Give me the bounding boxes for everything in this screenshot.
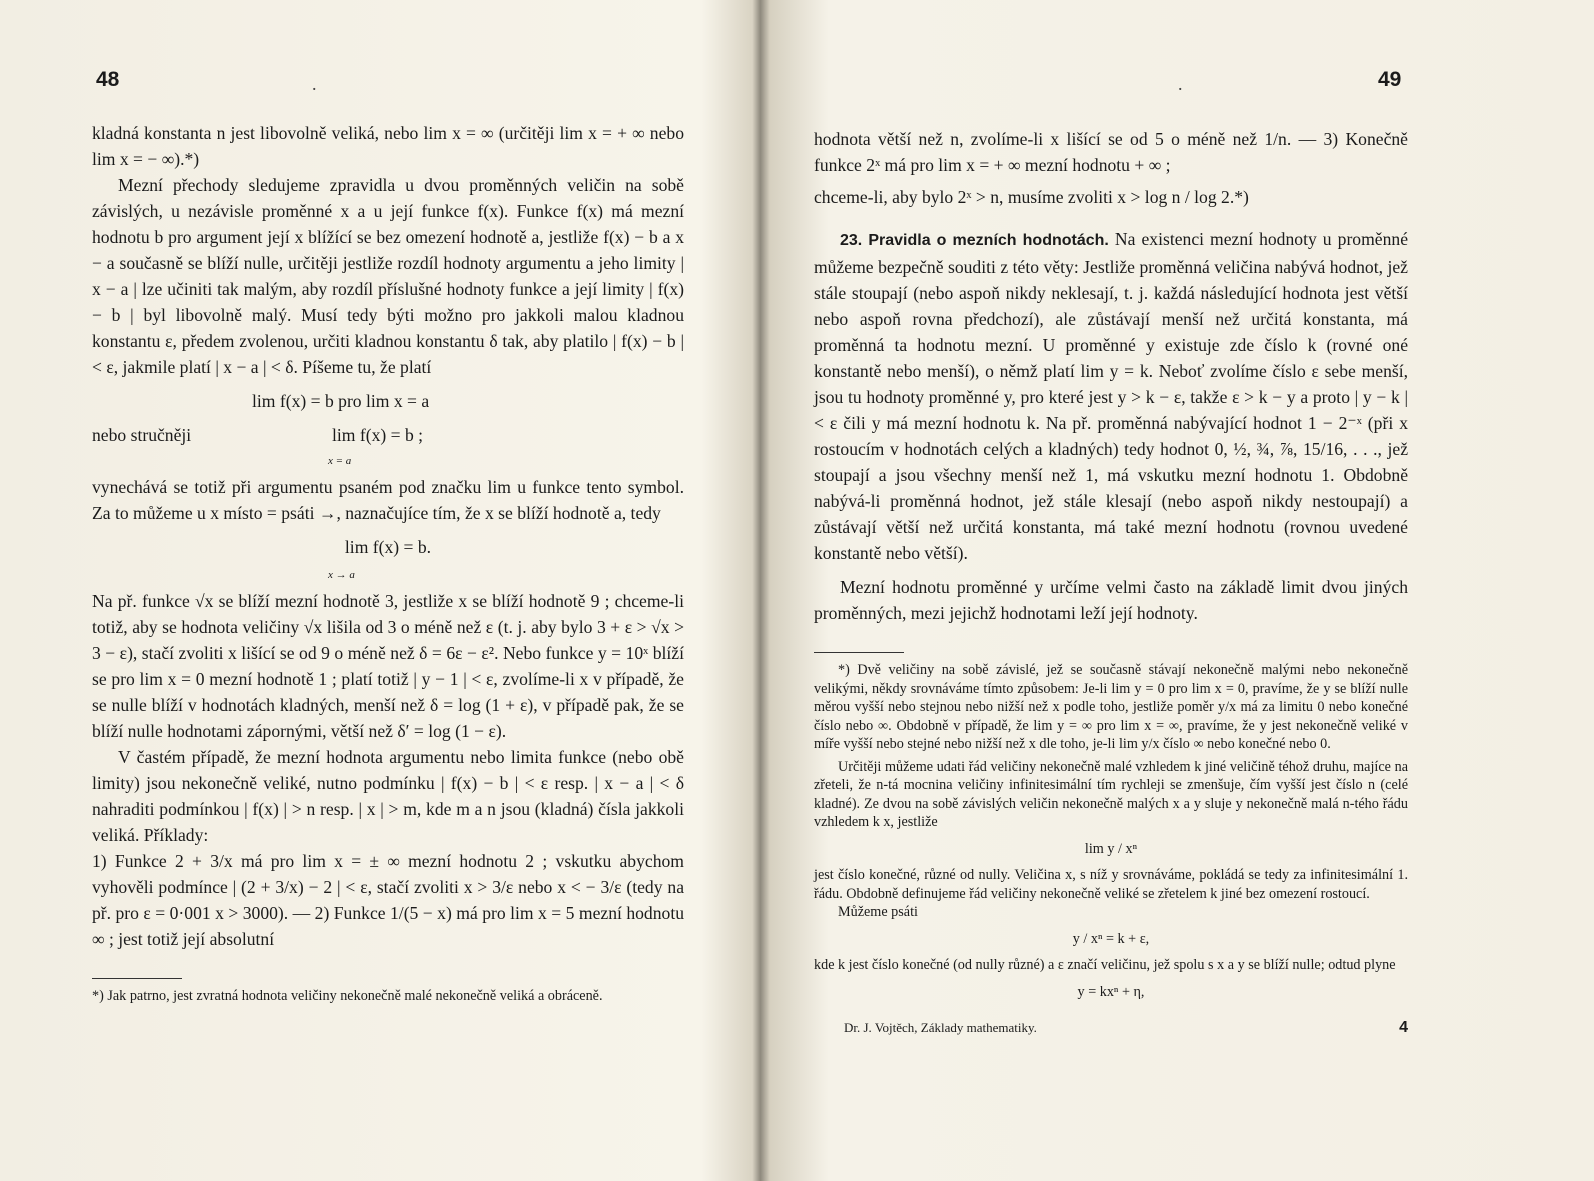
left-para-2: Mezní přechody sledujeme zpravidla u dvou proměnných veličin na sobě závislých, u nezávisle proměnné x a u její funkce f(x). Funkce f(x) má mezní hodnotu b pro argument její x blížící se bez omezení hodnotě a, jestliže f(x) − b a x − a současně se blíží nulle, určitěji jestliže rozdíl hodnoty argumentu a jeho limity | x − a | lze učiniti tak malým, aby rozdíl příslušné hodnoty funkce a její limity | f(x) − b | byl libovolně malý. Musí tedy býti možno pro jakkoli malou kladnou konstantu ε, předem zvolenou, určiti kladnou konstantu δ tak, aby platilo | f(x) − b | < ε, jakmile platí | x − a | < δ. Píšeme tu, že platí [92,175,684,377]
section-heading: 23. Pravidla o mezních hodnotách. [840,232,1109,249]
left-para-5: V častém případě, že mezní hodnota argumentu nebo limita funkce (nebo obě limity) jsou nekonečně veliké, nutno podmínku | f(x) − b | < ε resp. | x − a | < δ nahraditi podmínkou | f(x) | > n resp. | x | > m, kde m a n jsou (kladná) čísla jakkoli veliká. Příklady: [92,747,684,845]
left-page-number: 48 [96,68,120,91]
left-eq-2-label: nebo stručněji [92,425,192,445]
right-page-dot: . [1178,74,1183,94]
right-para-3: Mezní hodnotu proměnné y určíme velmi často na základě limit dvou jiných proměnných, mezi jejichž hodnotami leží její hodnoty. [814,577,1408,623]
left-page-dot: . [312,74,317,94]
right-page-body [814,126,1408,1041]
left-para-1: kladná konstanta n jest libovolně veliká, nebo lim x = ∞ (určitěji lim x = + ∞ nebo lim x = − ∞).*) [92,123,684,169]
left-para-4: Na př. funkce √x se blíží mezní hodnotě 3, jestliže x se blíží hodnotě 9 ; chceme-li totiž, aby se hodnota veličiny √x lišila od 3 o méně než ε (t. j. aby bylo 3 + ε > √x > 3 − ε), stačí zvoliti x lišící se od 9 o méně než δ = 6ε − ε². Nebo funkce y = 10ˣ blíží se pro lim x = 0 mezní hodnotě 1 ; platí totiž | y − 1 | < ε, zvolíme-li x v případě, že se nulle blíží v hodnotách kladných, menší než δ = log (1 + ε), v případě pak, že se blíží nulle hodnotami zápornými, větší než δ′ = log (1 − ε). [92,591,684,741]
left-eq-3: lim f(x) = b. [344,537,432,557]
right-fn-1: *) Dvě veličiny na sobě závislé, jež se současně stávají nekonečně malými nebo nekonečně velikými, někdy srovnáváme tímto způsobem: Je-li lim y = 0 pro lim x = 0, pravíme, že y se blíží nulle měrou vyšší nebo stejnou nebo nižší než x podle toho, jestliže poměr y/x má za limitu 0 nebo konečné číslo nebo ∞. Obdobně v případě, že lim y = ∞ pro lim x = ∞, pravíme, že y jest nekonečně veliké v míře vyšší nebo stejné nebo nižší než x dle toho, je-li lim y/x číslo ∞ nebo konečné nebo 0. [814,662,1408,752]
left-eq-2-row [92,422,684,448]
right-fn-3: jest číslo konečné, různé od nully. Veličina x, s níž y srovnáváme, pokládá se tedy za infinitesimální 1. řádu. Obdobně definujeme řád veličiny nekonečně veliké se zřetelem k jiné bez omezení rostoucí. [814,867,1408,902]
right-para-2: Na existenci mezní hodnoty u proměnné můžeme bezpečně souditi z této věty: Jestliže proměnná veličina nabývá hodnot, jež stále stoupají (nebo aspoň nikdy neklesají, t. j. každá následující hodnota jest větší nebo aspoň rovna předchozí), ale zůstávají menší než určitá konstanta, má proměnná ta hodnotu mezní. U proměnné y existuje zde číslo k (rovné oné konstantě nebo menší), o němž platí lim y = k. Neboť zvolíme číslo ε sebe menší, jsou tu hodnoty proměnné y, pro které jest y > k − ε, takže ε > k − y a proto | y − k | < ε čili y má mezní hodnotu k. Na př. proměnná nabývající hodnot 1 − 2⁻ˣ (při x rostoucím v hodnotách celých a kladných) tedy hodnot 0, ½, ¾, ⅞, 15/16, . . ., jež stoupají a jsou všechny menší než 1, má vskutku mezní hodnotu 1. Obdobně nabývá-li proměnná hodnot, jež stále klesají (nebo aspoň nikdy nestoupají) a zůstávají větší než určitá konstanta, má také mezní hodnotu (rovnou uvedené konstantě nebo větší). [814,229,1408,563]
right-fn-eq-3: y = kxⁿ + η, [1077,983,1145,1000]
left-eq-3-sub: x → a [328,569,355,581]
right-footnote [814,661,1408,1001]
right-page-footer [814,1015,1408,1041]
right-fn-eq-1: lim y / xⁿ [1084,840,1138,857]
right-page-number: 49 [1378,68,1402,91]
left-para-3: vynechává se totiž při argumentu psaném pod značku lim u funkce tento symbol. Za to můžeme u x místo = psáti →, naznačujíce tím, že x se blíží hodnotě a, tedy [92,477,684,523]
left-para-6: 1) Funkce 2 + 3/x má pro lim x = ± ∞ mezní hodnotu 2 ; vskutku abychom vyhověli podmínce | (2 + 3/x) − 2 | < ε, stačí zvoliti x > 3/ε nebo x < − 3/ε (tedy na př. pro ε = 0·001 x > 3000). — 2) Funkce 1/(5 − x) má pro lim x = 5 mezní hodnotu ∞ ; jest totiž její absolutní [92,851,684,949]
right-para-2-wrap [814,226,1408,566]
right-para-1: hodnota větší než n, zvolíme-li x lišící se od 5 o méně než 1/n. — 3) Konečně funkce 2ˣ má pro lim x = + ∞ mezní hodnotu + ∞ ; [814,129,1408,175]
right-fn-5: kde k jest číslo konečné (od nully různé) a ε značí veličinu, jež spolu s x a y se blíží nulle; odtud plyne [814,957,1396,973]
signature-mark: 4 [1399,1019,1408,1036]
right-fn-4: Můžeme psáti [838,904,918,920]
right-footnote-rule [814,652,904,653]
left-footnote: *) Jak patrno, jest zvratná hodnota veličiny nekonečně malé nekonečně veliká a obráceně. [92,988,603,1004]
left-eq-2-sub: x = a [328,455,352,467]
left-footnote-rule [92,978,182,979]
footer-text: Dr. J. Vojtěch, Základy mathematiky. [844,1020,1037,1035]
left-page-body [92,120,684,1006]
left-eq-2: lim f(x) = b ; [332,425,424,445]
right-fn-eq-2: y / xⁿ = k + ε, [1072,930,1150,947]
right-para-1b: chceme-li, aby bylo 2ˣ > n, musíme zvoliti x > log n / log 2.*) [814,187,1249,207]
left-eq-1: lim f(x) = b pro lim x = a [252,391,430,411]
right-fn-2: Určitěji můžeme udati řád veličiny nekonečně malé vzhledem k jiné veličině téhož druhu, majíce na zřeteli, že n-tá mocnina veličiny infinitesimální tím rychleji se zmenšuje, čím vyšší jest číslo n (celé kladné). Ze dvou na sobě závislých veličin nekonečně malých x a y sluje y nekonečně malá n-tého řádu vzhledem k x, jestliže [814,758,1408,830]
